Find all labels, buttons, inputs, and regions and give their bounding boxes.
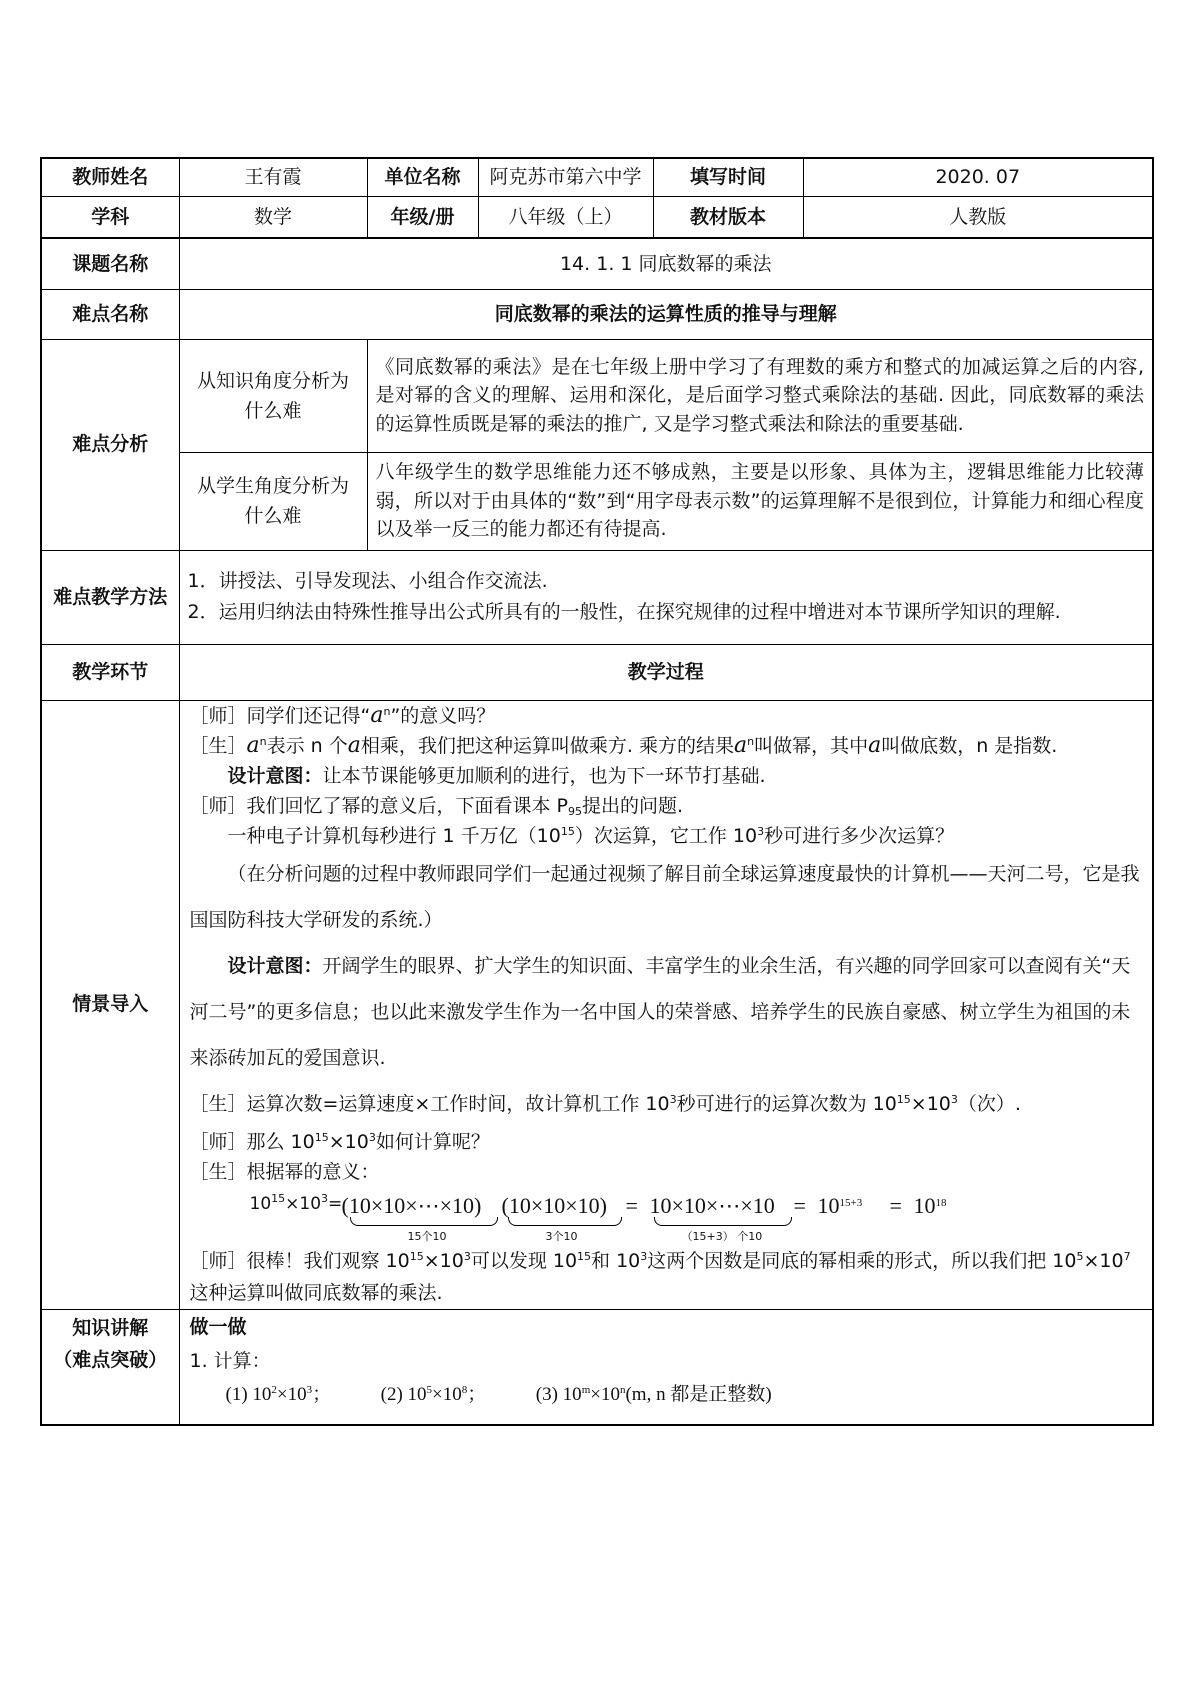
difficulty-value: 同底数幂的乘法的运算性质的推导与理解 [179, 289, 1153, 339]
intro-label: 情景导入 [41, 700, 179, 1309]
lesson-plan-table [40, 157, 1154, 1426]
subject-value: 数学 [179, 196, 367, 238]
subject-label: 学科 [41, 196, 179, 238]
exercise-1: (1) $10^2\times 10^3$； [225, 1383, 332, 1405]
edition-value: 人教版 [803, 196, 1153, 238]
equation-equals-2: = [793, 1192, 806, 1218]
knowledge-label-2: （难点突破） [53, 1348, 168, 1371]
fill-date-value: 2020. 07 [803, 158, 1153, 196]
intro-line-6: （在分析问题的过程中教师跟同学们一起通过视频了解目前全球运算速度最快的计算机——天河二号，它是我国国防科技大学研发的系统.） [189, 862, 1140, 931]
teacher-name-value: 王有霞 [179, 158, 367, 196]
intro-line-5: 一种电子计算机每秒进行 1 千万亿$(10^{15})$次运算，它工作 $10^3$秒可进行多少次运算？ [227, 824, 955, 847]
power-equation [250, 1187, 1143, 1245]
methods-label: 难点教学方法 [41, 550, 179, 644]
method-item-1: 1．讲授法、引导发现法、小组合作交流法. [187, 570, 548, 592]
underbrace-label-3: （15+3） 个10 [681, 1229, 763, 1243]
student-angle-text: 八年级学生的数学思维能力还不够成熟，主要是以形象、具体为主，逻辑思维能力比较薄弱，所以对于由具体的“数”到“用字母表示数”的运算理解不是很到位，计算能力和细心程度以及举一反三的能力都还有待提高. [367, 452, 1153, 550]
grade-label: 年级/册 [367, 196, 478, 238]
knowledge-angle-text: 《同底数幂的乘法》是在七年级上册中学习了有理数的乘方和整式的加减运算之后的内容, 是对幂的含义的理解、运用和深化，是后面学习整式乘除法的基础. 因此，同底数幂的乘法的运算性质既是幂的乘法的推广, 又是学习整式乘法和除法的重要基础. [367, 339, 1153, 452]
intro-line-12: ［师］很棒！我们观察 $10^{15}\times 10^3$可以发现 $10^{15}$和 $10^3$这两个因数是同底的幂相乘的形式，所以我们把 $10^5\times 10^7$这种运算叫做同底数幂的乘法. [189, 1249, 1131, 1304]
topic-label: 课题名称 [41, 238, 179, 289]
fill-date-label: 填写时间 [653, 158, 803, 196]
equation-equals-1: = [625, 1192, 638, 1218]
equation-group-1: (10×10×⋯×10) [341, 1192, 482, 1218]
equation-result-2: $10^{18}$ [913, 1192, 947, 1218]
unit-name-label: 单位名称 [367, 158, 478, 196]
process-header-value: 教学过程 [179, 644, 1153, 700]
topic-value: 14. 1. 1 同底数幂的乘法 [179, 238, 1153, 289]
equation-group-2: (10×10×10) [501, 1192, 607, 1218]
intro-line-1: ［师］同学们还记得“$a^n$”的意义吗？ [189, 702, 496, 728]
intro-line-10: ［生］根据幂的意义： [189, 1160, 380, 1183]
difficulty-label: 难点名称 [41, 289, 179, 339]
method-item-2: 2．运用归纳法由特殊性推导出公式所具有的一般性，在探究规律的过程中增进对本节课所学知识的理解. [187, 601, 1061, 623]
exercise-2: (2) $10^5\times 10^8$； [380, 1383, 487, 1405]
knowledge-angle-label: 从知识角度分析为什么难 [179, 339, 367, 452]
grade-value: 八年级（上） [478, 196, 653, 238]
intro-design-2: 设计意图：开阔学生的眼界、扩大学生的知识面、丰富学生的业余生活，有兴趣的同学回家可以查阅有关“天河二号”的更多信息；也以此来激发学生作为一名中国人的荣誉感、培养学生的民族自豪感、树立学生为祖国的未来添砖加瓦的爱国意识. [189, 954, 1131, 1069]
knowledge-label-1: 知识讲解 [72, 1316, 149, 1339]
intro-line-4: ［师］我们回忆了幂的意义后，下面看课本 $P_{95}$提出的问题. [189, 794, 684, 818]
equation-equals-3: = [889, 1192, 902, 1218]
unit-name-value: 阿克苏市第六中学 [478, 158, 653, 196]
intro-line-8: ［生］运算次数=运算速度×工作时间，故计算机工作 $10^3$秒可进行的运算次数为 $10^{15}\times 10^3$（次）. [189, 1092, 1021, 1115]
knowledge-title: 做一做 [189, 1315, 247, 1338]
exercise-3: (3) $10^m\times 10^n(m$, n 都是正整数) [535, 1383, 772, 1405]
equation-group-3: 10×10×⋯×10 [649, 1192, 775, 1218]
intro-line-9: ［师］那么 $10^{15}\times 10^3$如何计算呢？ [189, 1130, 490, 1153]
analysis-label: 难点分析 [41, 339, 179, 550]
edition-label: 教材版本 [653, 196, 803, 238]
underbrace-2 [508, 1217, 622, 1226]
process-header-label: 教学环节 [41, 644, 179, 700]
equation-lhs: $10^{15}\times 10^3=$ [249, 1191, 343, 1214]
underbrace-3 [654, 1217, 792, 1226]
intro-line-2: ［生$]a^n$表示 n 个a相乘，我们把这种运算叫做乘方. 乘方的结果$a^n$叫做幂，其中a叫做底数，n 是指数. [189, 732, 1058, 758]
equation-result-1: $10^{15+3}$ [817, 1192, 863, 1218]
underbrace-1 [350, 1217, 498, 1226]
knowledge-exercises [190, 1378, 1143, 1412]
student-angle-label: 从学生角度分析为什么难 [179, 452, 367, 550]
teacher-name-label: 教师姓名 [41, 158, 179, 196]
underbrace-label-1: 15个10 [407, 1229, 447, 1243]
underbrace-label-2: 3个10 [545, 1229, 578, 1243]
intro-design-1: 设计意图：让本节课能够更加顺利的进行，也为下一环节打基础. [227, 764, 766, 787]
knowledge-question-label: 1. 计算： [189, 1349, 271, 1372]
